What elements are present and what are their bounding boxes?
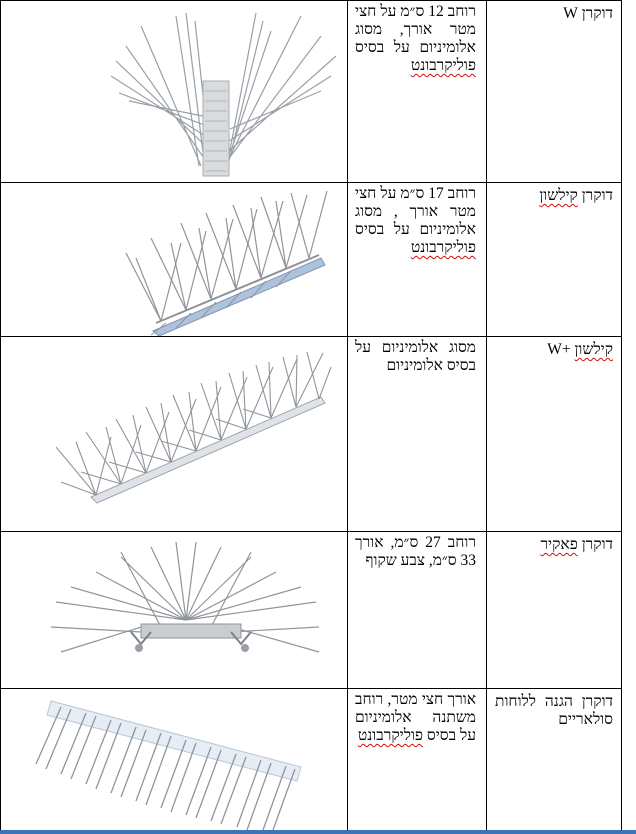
text-segment: רוחב 17 ס״מ על חצי מטר אורך , מסוג אלומיניום על בסיס <box>355 185 476 238</box>
product-name: קילשון +W <box>547 341 613 358</box>
image-cell <box>1 337 348 532</box>
solar-panel-spike-image <box>1 689 347 832</box>
misspelled-word: קילשון <box>539 187 578 204</box>
product-name-cell <box>487 183 622 337</box>
trident-w-spike-image <box>1 337 347 531</box>
product-name: דוקרן W <box>563 5 613 22</box>
w-spike-image <box>1 1 347 182</box>
text-segment: רוחב 12 ס״מ על חצי מטר אורך, מסוג אלומיניום על בסיס <box>355 3 476 56</box>
trident-spike-image <box>1 183 347 336</box>
product-name-cell <box>487 689 622 833</box>
description-text <box>348 337 486 375</box>
misspelled-word: פוליקרבונט <box>410 57 476 74</box>
misspelled-word: פאקיר <box>540 536 578 553</box>
image-cell <box>1 532 348 689</box>
text-segment: רוחב 27 ס״מ, אורך 33 ס״מ, צבע שקוף <box>355 534 476 569</box>
misspelled-word: פוליקרבונט <box>410 239 476 256</box>
product-name-cell <box>487 532 622 689</box>
misspelled-word: קילשון <box>574 341 613 358</box>
description-text <box>348 1 486 75</box>
description-cell <box>348 183 487 337</box>
table-row <box>1 337 622 532</box>
description-text <box>348 183 486 257</box>
product-name-cell <box>487 1 622 183</box>
description-cell <box>348 532 487 689</box>
description-cell <box>348 689 487 833</box>
description-text <box>348 689 486 745</box>
description-cell <box>348 1 487 183</box>
image-cell <box>1 1 348 183</box>
image-cell <box>1 689 348 833</box>
description-cell <box>348 337 487 532</box>
text-segment: מסוג אלומיניום על בסיס אלומיניום <box>355 339 476 374</box>
text-segment: אורך חצי מטר, רוחב משתנה אלומיניום על בסיס <box>355 691 476 744</box>
product-name-cell <box>487 337 622 532</box>
table-row <box>1 532 622 689</box>
table-row <box>1 183 622 337</box>
table-row <box>1 689 622 833</box>
document-bottom-bar <box>0 830 636 834</box>
fakir-spike-image <box>1 532 347 688</box>
image-cell <box>1 183 348 337</box>
product-name: דוקרן הגנה ללוחות סולאריים <box>495 693 613 728</box>
product-name: דוקרן קילשון <box>539 187 613 204</box>
description-text <box>348 532 486 570</box>
misspelled-word: פוליקרבונט <box>357 727 424 744</box>
table-row <box>1 1 622 183</box>
product-name: דוקרן פאקיר <box>540 536 613 553</box>
